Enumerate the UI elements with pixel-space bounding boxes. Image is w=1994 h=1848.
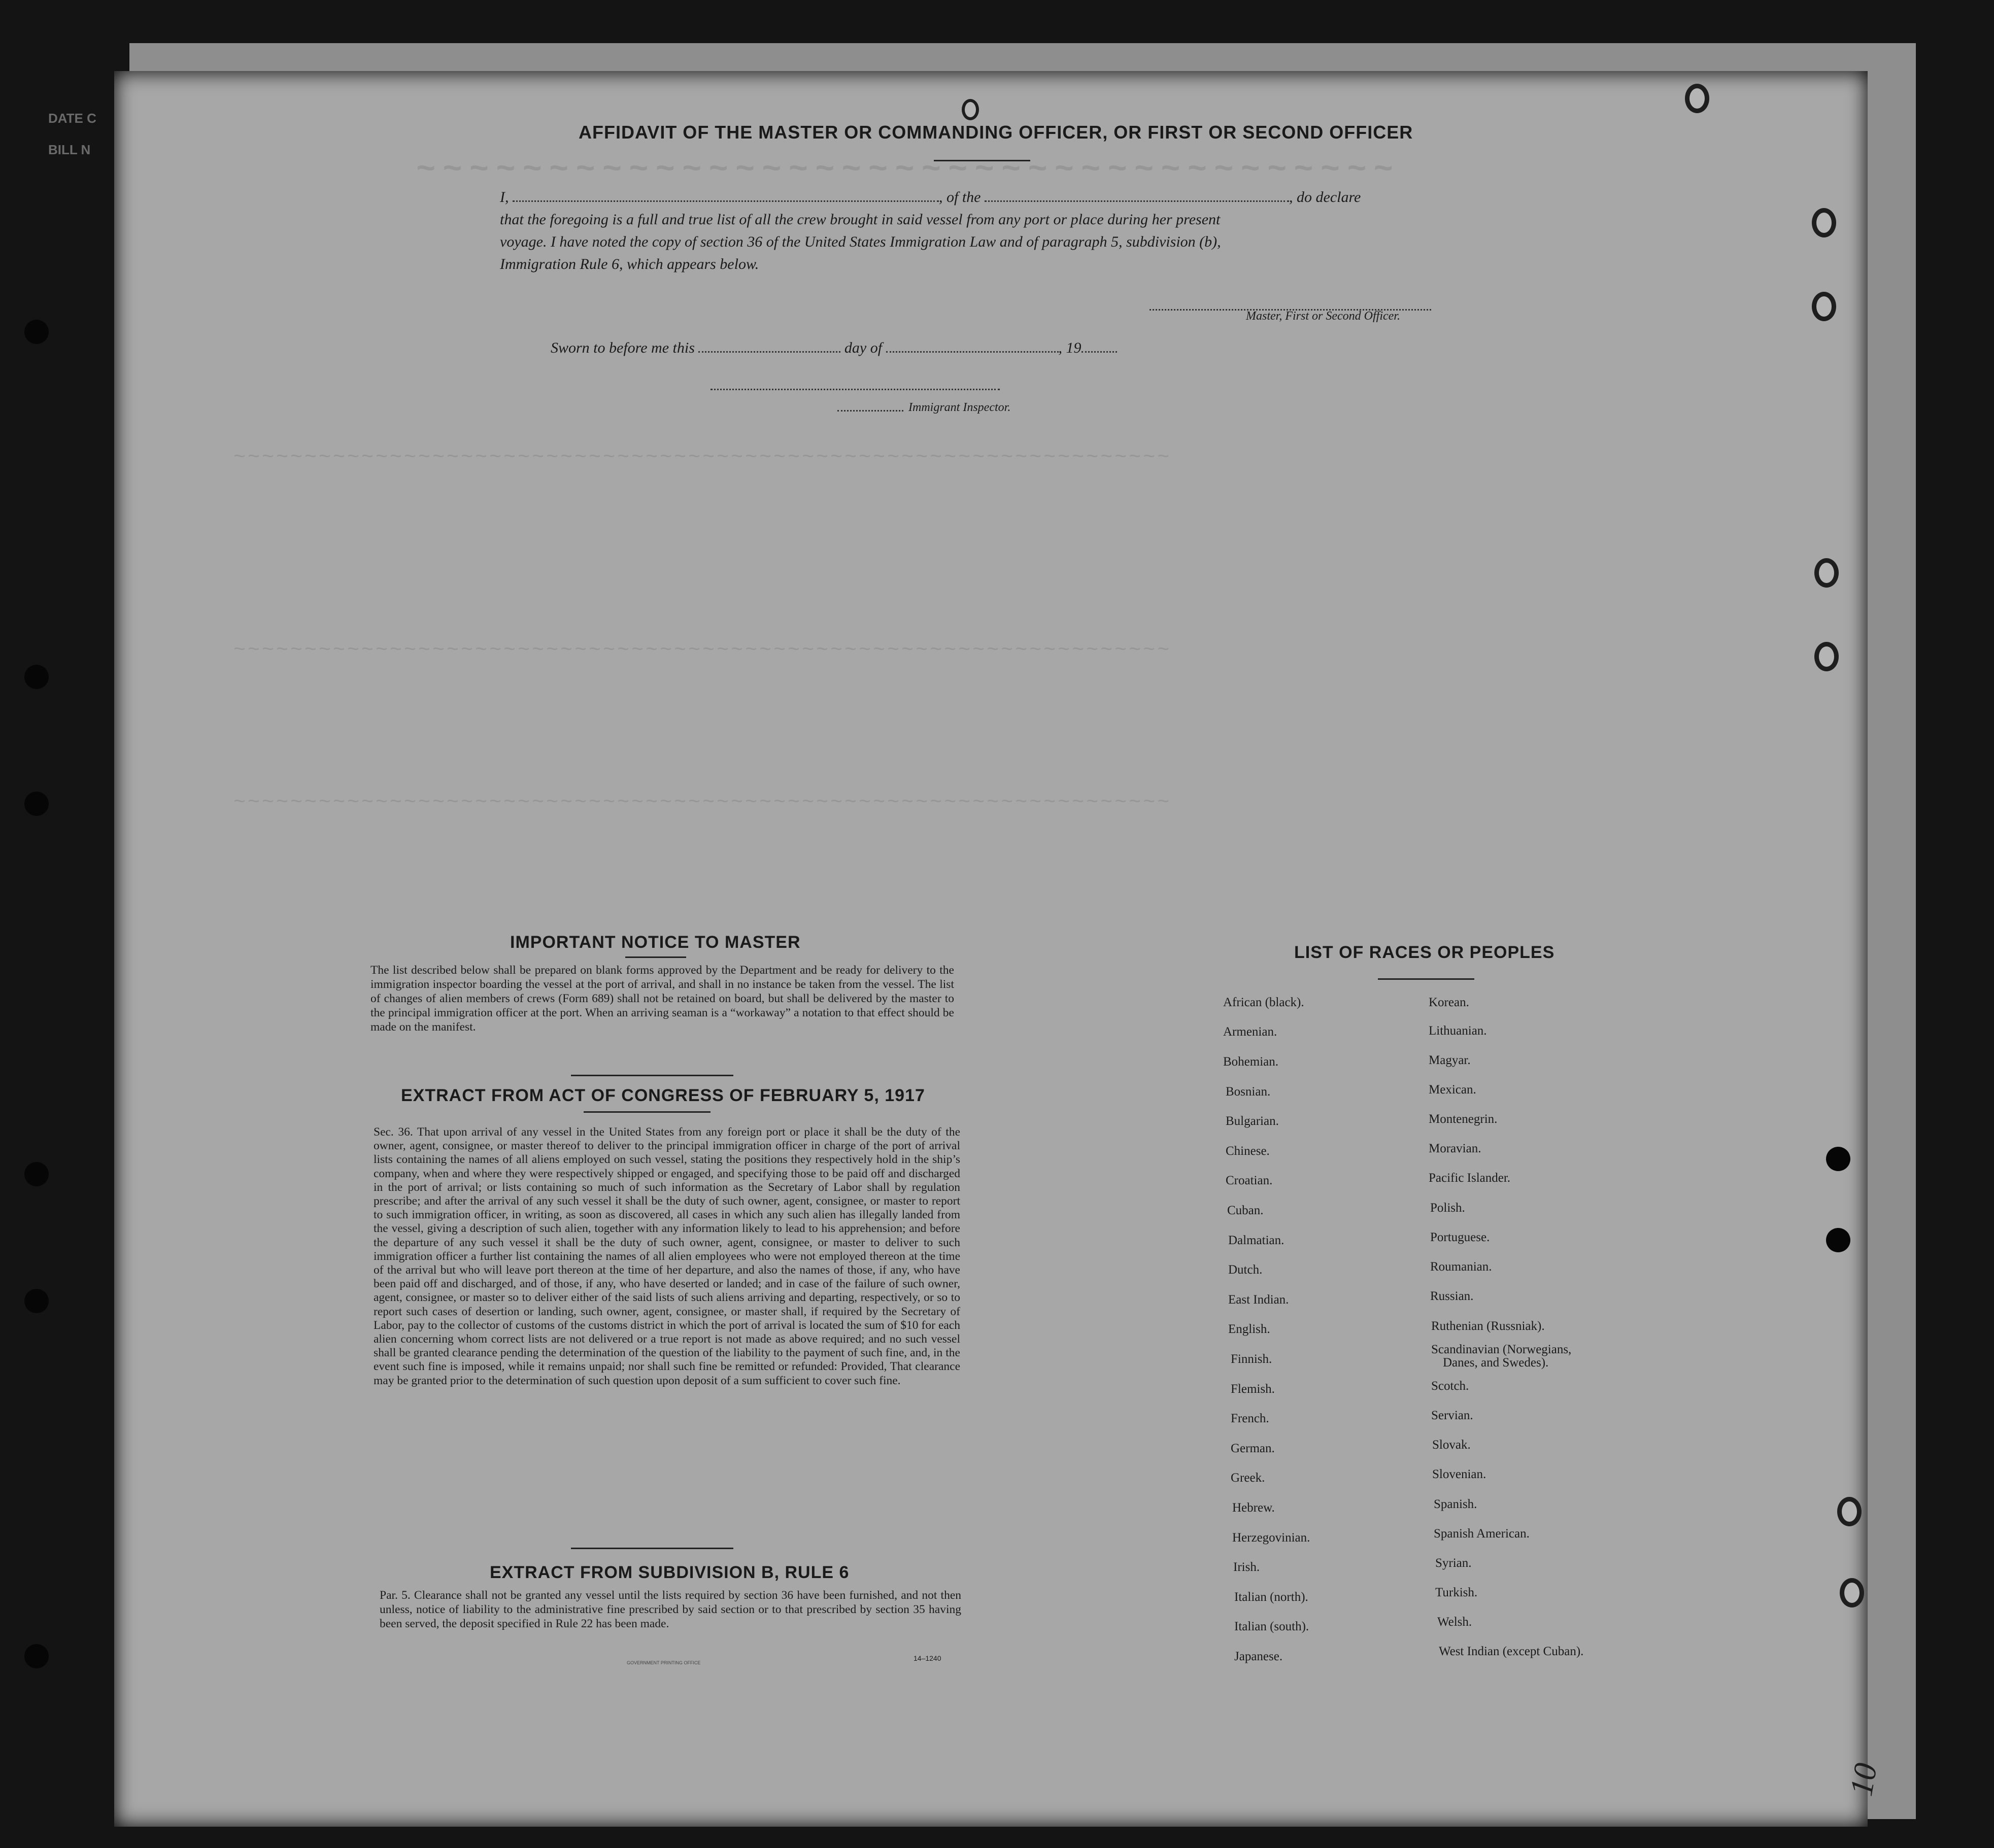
vessel-blank[interactable] xyxy=(985,188,1289,202)
rule-extract-body: Par. 5. Clearance shall not be granted any vessel until the lists required by section 36 have been furnished, and not then unless, notice of liability to the administrative fine prescribed by said section or to that prescribed by section 35 having been served, the deposit specified in Rule 22 has been made. xyxy=(380,1589,961,1630)
bleed-through-title: ~~~~~~~~~~~~~~~~~~~~~~~~~~~~~~~~~~~~~ xyxy=(416,152,1401,189)
margin-label-date: DATE C xyxy=(48,111,96,126)
declare-do-label: , do declare xyxy=(1289,189,1361,206)
race-item: Italian (south). xyxy=(1234,1620,1309,1633)
binder-ring xyxy=(1685,84,1709,113)
handwritten-page-number: 10 xyxy=(1842,1760,1884,1799)
notice-rule xyxy=(625,956,686,958)
printer-imprint: GOVERNMENT PRINTING OFFICE xyxy=(627,1660,701,1665)
year-label: , 19 xyxy=(1058,339,1082,356)
binder-ring xyxy=(1840,1578,1864,1607)
sworn-line xyxy=(551,337,1261,358)
sworn-year-blank[interactable] xyxy=(1082,339,1117,353)
race-item: Bosnian. xyxy=(1226,1085,1271,1099)
binder-ring xyxy=(962,99,979,120)
bleed-through-row: ~~~~~~~~~~~~~~~~~~~~~~~~~~~~~~~~~~~~~~~~~~~~~~~~~~~~~~~~~~~~~~~~~~ xyxy=(233,447,1172,469)
races-title: LIST OF RACES OR PEOPLES xyxy=(1294,943,1555,962)
race-item: Japanese. xyxy=(1234,1650,1283,1663)
race-item: English. xyxy=(1228,1322,1270,1336)
binder-hole xyxy=(24,1289,49,1313)
race-item: Magyar. xyxy=(1429,1053,1471,1067)
binder-ring xyxy=(1812,208,1836,237)
bleed-through-row: ~~~~~~~~~~~~~~~~~~~~~~~~~~~~~~~~~~~~~~~~~~~~~~~~~~~~~~~~~~~~~~~~~~ xyxy=(233,792,1172,814)
affidavit-title: AFFIDAVIT OF THE MASTER OR COMMANDING OFFICER, OR FIRST OR SECOND OFFICER xyxy=(579,122,1413,143)
race-item: Dutch. xyxy=(1228,1263,1263,1277)
title-rule xyxy=(934,160,1030,161)
notice-body: The list described below shall be prepared on blank forms approved by the Department and be ready for delivery to the immigration inspector boarding the vessel at the port of arrival, and shall in no instance be taken from the vessel. The list of changes of alien members of crews (Form 689) shall not be retained on board, but shall be delivered by the master to the principal immigration officer at the port. When an arriving seaman is a “workaway” a notation to that effect should be made on the manifest. xyxy=(370,964,954,1034)
master-signature-line[interactable] xyxy=(1150,297,1431,311)
race-item: Servian. xyxy=(1431,1409,1473,1422)
section-divider xyxy=(571,1548,733,1549)
race-item: Greek. xyxy=(1231,1471,1265,1485)
race-item: Ruthenian (Russniak). xyxy=(1431,1319,1545,1333)
race-item: Russian. xyxy=(1430,1289,1474,1303)
race-item: Cuban. xyxy=(1227,1204,1264,1217)
race-item: Lithuanian. xyxy=(1429,1024,1487,1038)
inspector-caption: Immigrant Inspector. xyxy=(908,401,1011,414)
sworn-day-blank[interactable] xyxy=(698,339,840,353)
race-item: Pacific Islander. xyxy=(1429,1171,1511,1185)
notice-title: IMPORTANT NOTICE TO MASTER xyxy=(510,933,801,952)
race-item: Chinese. xyxy=(1226,1144,1270,1158)
race-item: Scandinavian (Norwegians, xyxy=(1431,1343,1572,1356)
binder-ring xyxy=(1812,292,1836,321)
race-item: Polish. xyxy=(1430,1201,1465,1215)
race-item: Welsh. xyxy=(1437,1615,1472,1629)
race-item: Irish. xyxy=(1233,1560,1260,1574)
race-item-continuation: Danes, and Swedes). xyxy=(1443,1356,1549,1370)
race-item: Hebrew. xyxy=(1232,1501,1275,1515)
race-item: West Indian (except Cuban). xyxy=(1439,1645,1584,1658)
sworn-label: Sworn to before me this xyxy=(551,339,695,356)
declare-i-label: I, xyxy=(500,189,509,206)
binder-hole xyxy=(1826,1147,1850,1171)
race-item: Syrian. xyxy=(1435,1556,1472,1570)
binder-hole xyxy=(24,320,49,344)
race-item: Bohemian. xyxy=(1223,1055,1279,1069)
binder-hole xyxy=(24,665,49,689)
race-item: Korean. xyxy=(1429,996,1469,1009)
master-caption: Master, First or Second Officer. xyxy=(1246,310,1400,323)
day-of-label: day of xyxy=(844,339,883,356)
race-item: Moravian. xyxy=(1429,1142,1481,1155)
affidavit-declaration-line1 xyxy=(500,187,1434,208)
form-page xyxy=(114,71,1868,1827)
race-item: Croatian. xyxy=(1226,1174,1273,1187)
binder-ring xyxy=(1837,1497,1862,1526)
affidavit-declaration-line2: that the foregoing is a full and true list of all the crew brought in said vessel from any port or place during her present xyxy=(500,211,1221,228)
binder-ring xyxy=(1814,558,1839,588)
margin-label-bill: BILL N xyxy=(48,142,91,157)
race-item: French. xyxy=(1231,1412,1269,1425)
act-extract-body: Sec. 36. That upon arrival of any vessel in the United States from any foreign port or place it shall be the duty of the owner, agent, consignee, or master thereof to deliver to the principal immigration officer in charge of the port of arrival lists containing the names of all aliens employed on such vessel, stating the positions they respectively hold in the ship’s company, when and where they were respectively shipped or engaged, and specifying those to be paid off and discharged in the port of arrival; or lists containing so much of such information as the Secretary of Labor shall by regulation prescribe; and after the arrival of any such vessel it shall be the duty of such owner, agent, consignee, or master to report to such immigration officer, in writing, as soon as discovered, all cases in which any such alien has illegally landed from the vessel, giving a description of such alien, together with any information likely to lead to his apprehension; and before the departure of any such vessel it shall be the duty of such owner, agent, consignee, or master to deliver to such immigration officer a further list containing the names of all alien employees who were not employed thereon at the time of the arrival but who will leave port thereon at the time of her departure, and also the names of those, if any, who have been paid off and discharged, and of those, if any, who have deserted or landed; and in case of the failure of such owner, agent, consignee, or master so to deliver either of the said lists of such aliens arriving and departing, respectively, or so to report such cases of desertion or landing, such owner, agent, consignee, or master shall, if required by the Secretary of Labor, pay to the collector of customs of the customs district in which the port of arrival is located the sum of $10 for each alien concerning whom correct lists are not delivered or a true report is not made as above required; and no such vessel shall be granted clearance pending the determination of the question of the liability to the payment of such fine, and, in the event such fine is imposed, while it remains unpaid; nor shall such fine be remitted or refunded: Provided, That clearance may be granted prior to the determination of such question upon deposit of a sum sufficient to cover such fine. xyxy=(374,1125,960,1387)
binder-hole xyxy=(24,792,49,816)
race-item: Dalmatian. xyxy=(1228,1234,1285,1247)
inspector-signature-line[interactable] xyxy=(711,377,1000,390)
race-item: East Indian. xyxy=(1228,1293,1289,1307)
race-item: Italian (north). xyxy=(1234,1590,1308,1604)
race-item: German. xyxy=(1231,1442,1275,1455)
sworn-month-blank[interactable] xyxy=(886,339,1059,353)
race-item: Roumanian. xyxy=(1430,1260,1492,1274)
binder-hole xyxy=(1826,1228,1850,1252)
form-number: 14–1240 xyxy=(914,1654,941,1662)
race-item: Turkish. xyxy=(1435,1586,1478,1599)
race-item: Portuguese. xyxy=(1430,1230,1490,1244)
binder-ring xyxy=(1814,642,1839,671)
act-extract-title: EXTRACT FROM ACT OF CONGRESS OF FEBRUARY 5, 1917 xyxy=(401,1086,925,1105)
races-rule xyxy=(1378,978,1474,980)
rule-extract-title: EXTRACT FROM SUBDIVISION B, RULE 6 xyxy=(490,1563,850,1582)
race-item: Slovenian. xyxy=(1432,1467,1486,1481)
act-rule xyxy=(584,1111,711,1113)
binder-hole xyxy=(24,1162,49,1186)
inspector-name-blank[interactable] xyxy=(837,401,903,412)
binder-hole xyxy=(24,1644,49,1668)
race-item: Montenegrin. xyxy=(1429,1112,1498,1126)
race-item: Bulgarian. xyxy=(1226,1114,1279,1128)
declare-of-the-label: , of the xyxy=(939,189,981,206)
race-item: Scotch. xyxy=(1431,1379,1469,1393)
race-item: Armenian. xyxy=(1223,1025,1277,1039)
section-divider xyxy=(571,1075,733,1076)
race-item: Herzegovinian. xyxy=(1232,1531,1310,1545)
race-item: Flemish. xyxy=(1231,1382,1275,1396)
race-item: Slovak. xyxy=(1432,1438,1471,1452)
bleed-through-row: ~~~~~~~~~~~~~~~~~~~~~~~~~~~~~~~~~~~~~~~~~~~~~~~~~~~~~~~~~~~~~~~~~~ xyxy=(233,639,1172,662)
name-blank[interactable] xyxy=(513,188,939,202)
affidavit-declaration-line3: voyage. I have noted the copy of section 36 of the United States Immigration Law and of paragraph 5, subdivision (b), xyxy=(500,233,1221,250)
affidavit-declaration-line4: Immigration Rule 6, which appears below. xyxy=(500,256,759,272)
race-item: Spanish American. xyxy=(1434,1527,1530,1541)
race-item: Mexican. xyxy=(1429,1083,1476,1097)
race-item: Spanish. xyxy=(1434,1497,1477,1511)
race-item: Finnish. xyxy=(1231,1352,1272,1366)
race-item: African (black). xyxy=(1223,996,1304,1009)
